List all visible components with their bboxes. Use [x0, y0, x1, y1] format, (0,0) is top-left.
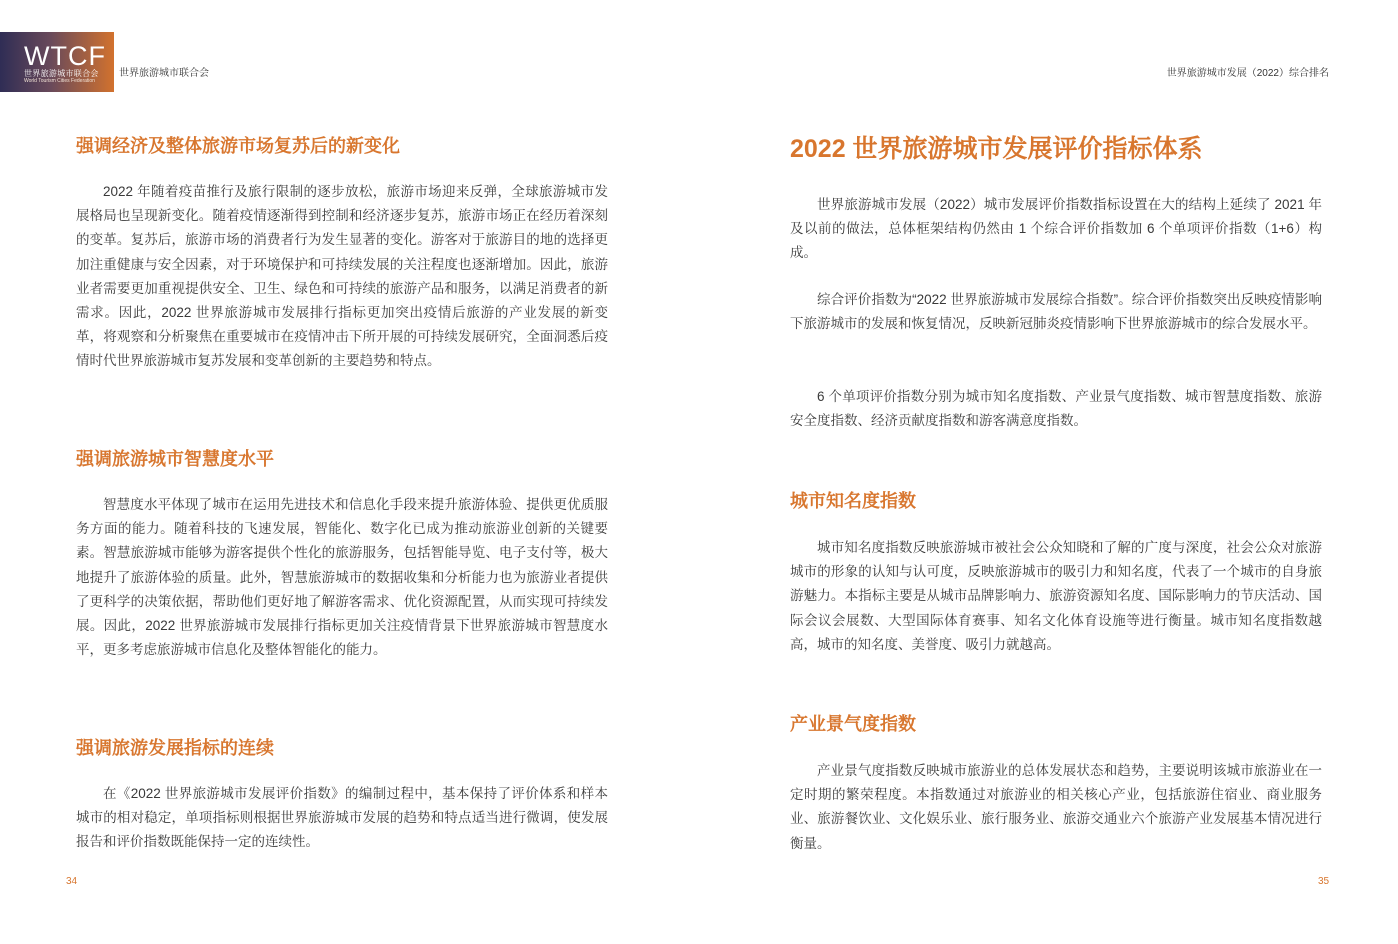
page-number-left: 34 — [66, 876, 78, 887]
left-page-column — [76, 0, 608, 944]
section-heading-continuity: 强调旅游发展指标的连续 — [76, 738, 274, 758]
header-organization-name: 世界旅游城市联合会 — [119, 68, 209, 79]
section-body-city-awareness: 城市知名度指数反映旅游城市被社会公众知晓和了解的广度与深度，社会公众对旅游城市的形象的认知与认可度，反映旅游城市的吸引力和知名度，代表了一个城市的自身旅游魅力。本指标主要是从城市品牌影响力、旅游资源知名度、国际影响力的节庆活动、国际会议会展数、大型国际体育赛事、知名文化体育设施等进行衡量。城市知名度指数越高，城市的知名度、美誉度、吸引力就越高。 — [790, 540, 1322, 652]
section-heading-city-awareness: 城市知名度指数 — [790, 491, 916, 511]
section-body-market-recovery: 2022 年随着疫苗推行及旅行限制的逐步放松，旅游市场迎来反弹，全球旅游城市发展格局也呈现新变化。随着疫情逐渐得到控制和经济逐步复苏，旅游市场正在经历着深刻的变革。复苏后，旅游市场的消费者行为发生显著的变化。游客对于旅游目的地的选择更加注重健康与安全因素，对于环境保护和可持续发展的关注程度也逐渐增加。因此，旅游业者需要更加重视提供安全、卫生、绿色和可持续的旅游产品和服务，以满足消费者的新需求。因此，2022 世界旅游城市发展排行指标更加突出疫情后旅游的产业发展的新变革，将观察和分析聚焦在重要城市在疫情冲击下所开展的可持续发展研究，全面洞悉后疫情时代世界旅游城市复苏发展和变革创新的主要趋势和特点。 — [76, 184, 608, 369]
logo-wordmark: WTCF — [24, 41, 106, 71]
header-report-title: 世界旅游城市发展（2022）综合排名 — [1166, 68, 1329, 79]
section-body-smart-city: 智慧度水平体现了城市在运用先进技术和信息化手段来提升旅游体验、提供更优质服务方面的能力。随着科技的飞速发展，智能化、数字化已成为推动旅游业创新的关键要素。智慧旅游城市能够为游客提供个性化的旅游服务，包括智能导览、电子支付等，极大地提升了旅游体验的质量。此外，智慧旅游城市的数据收集和分析能力也为旅游业者提供了更科学的决策依据，帮助他们更好地了解游客需求、优化资源配置，从而实现可持续发展。因此，2022 世界旅游城市发展排行指标更加关注疫情背景下世界旅游城市智慧度水平，更多考虑旅游城市信息化及整体智能化的能力。 — [76, 497, 608, 658]
intro-paragraph-composite-index: 综合评价指数为“2022 世界旅游城市发展综合指数”。综合评价指数突出反映疫情影响下旅游城市的发展和恢复情况，反映新冠肺炎疫情影响下世界旅游城市的综合发展水平。 — [790, 292, 1322, 332]
page-number-right: 35 — [1318, 876, 1330, 887]
section-body-continuity: 在《2022 世界旅游城市发展评价指数》的编制过程中，基本保持了评价体系和样本城市的相对稳定，单项指标则根据世界旅游城市发展的趋势和特点适当进行微调，使发展报告和评价指数既能保持一定的连续性。 — [76, 786, 608, 850]
intro-paragraph-single-indices: 6 个单项评价指数分别为城市知名度指数、产业景气度指数、城市智慧度指数、旅游安全度指数、经济贡献度指数和游客满意度指数。 — [790, 389, 1322, 429]
section-heading-market-recovery: 强调经济及整体旅游市场复苏后的新变化 — [76, 136, 400, 156]
page-title: 2022 世界旅游城市发展评价指标体系 — [790, 135, 1203, 163]
logo-english-name: World Tourism Cities Federation — [24, 78, 95, 84]
section-heading-smart-city: 强调旅游城市智慧度水平 — [76, 449, 274, 469]
logo-chinese-name: 世界旅游城市联合会 — [24, 69, 99, 78]
section-body-industry-prosperity: 产业景气度指数反映城市旅游业的总体发展状态和趋势，主要说明该城市旅游业在一定时期的繁荣程度。本指数通过对旅游业的相关核心产业，包括旅游住宿业、商业服务业、旅游餐饮业、文化娱乐业、旅行服务业、旅游交通业六个旅游产业发展基本情况进行衡量。 — [790, 763, 1322, 851]
right-page-column — [790, 0, 1322, 944]
intro-paragraph-framework: 世界旅游城市发展（2022）城市发展评价指数指标设置在大的结构上延续了 2021 年及以前的做法，总体框架结构仍然由 1 个综合评价指数加 6 个单项评价指数（1+6）构成。 — [790, 197, 1322, 261]
section-heading-industry-prosperity: 产业景气度指数 — [790, 714, 916, 734]
